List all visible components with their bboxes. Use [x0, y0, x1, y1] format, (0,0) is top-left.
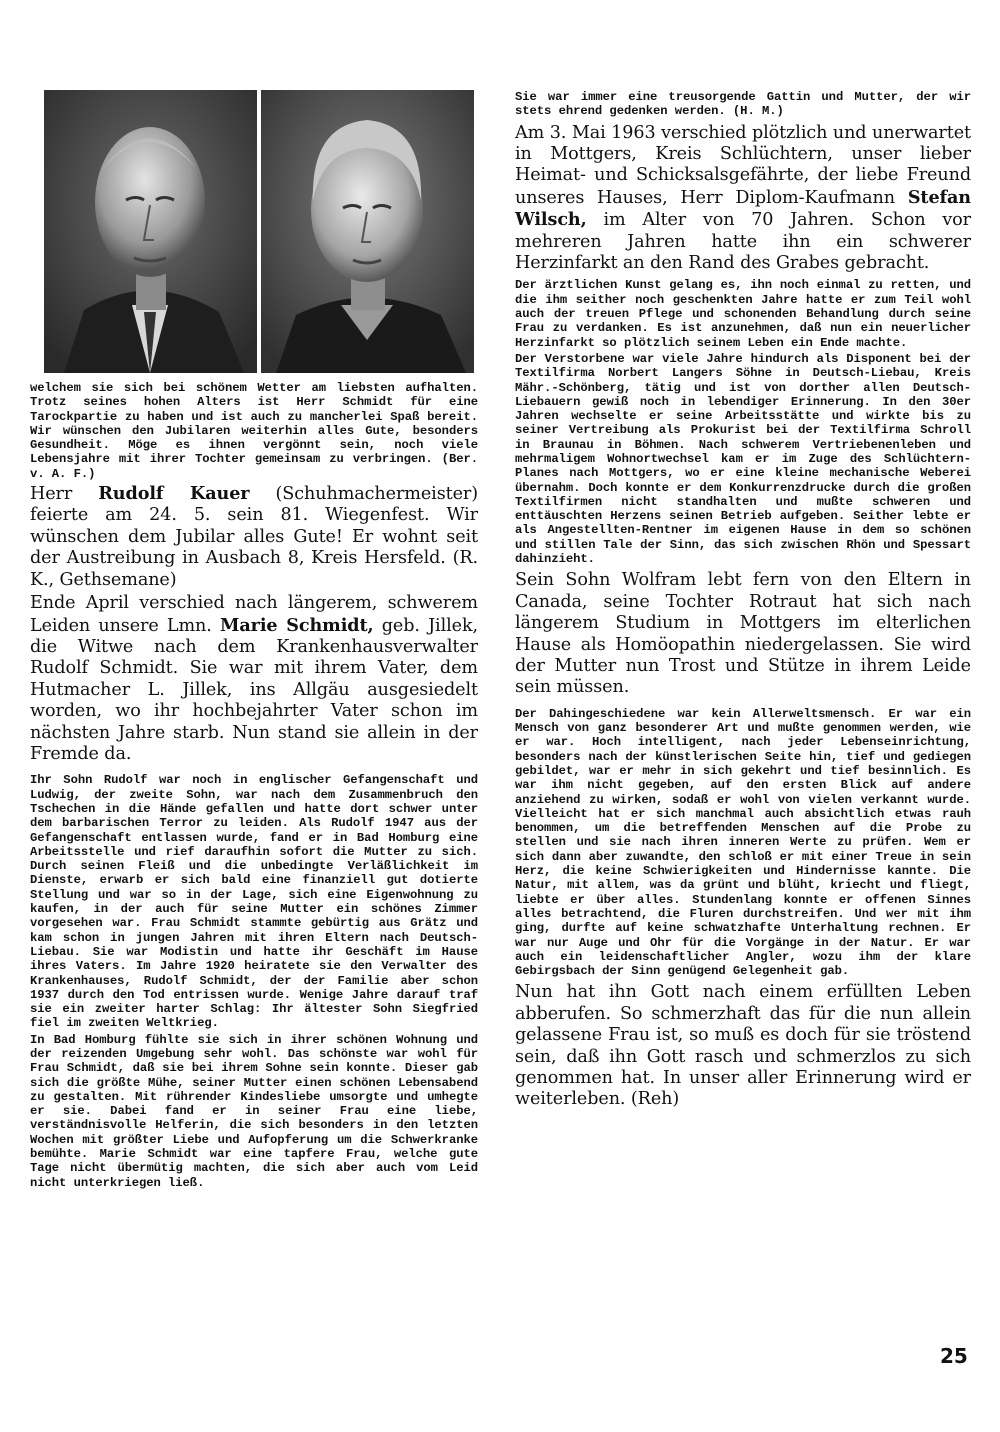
left-paragraph-4: Ihr Sohn Rudolf war noch in englischer Gefangenschaft und Ludwig, der zweite Sohn, war nach dem Zusammenbruch den Tschechen in die Hände gefallen und hatte dort schwer unter dem barbarischen Terror zu leiden. Als Rudolf 1947 aus der Gefangenschaft entlassen wurde, fand er in Bad Homburg eine Arbeitsstelle und rief daraufhin sofort die Mutter zu sich. Durch seinen Fleiß und die unbedingte Verläßlichkeit im Dienste, erwarb er sich bald eine finanziell gut dotierte Stellung und war so in der Lage, sich eine Eigenwohnung zu kaufen, in der auch für seine Mutter ein schönes Zimmer vorgesehen war. Frau Schmidt stammte gebürtig aus Grätz und kam schon in jungen Jahren mit ihren Eltern nach Deutsch-Liebau. Sie war Modistin und hatte ihr Geschäft im Hause ihres Vaters. Im Jahre 1920 heiratete sie den Verwalter des Krankenhauses, Rudolf Schmidt, der der Familie aber schon 1937 durch den Tod entrissen wurde. Wenige Jahre darauf traf sie ein zweiter harter Schlag: Ihr ältester Sohn Siegfried fiel im zweiten Weltkrieg. [30, 773, 478, 1031]
left-p2-pre: Herr [30, 484, 99, 505]
right-p2-pre: Am 3. Mai 1963 verschied plötzlich und unerwartet in Mottgers, Kreis Schlüchtern, unser lieber Heimat- und Schicksalsgefährte, der liebe Freund unseres Hauses, Herr Diplom-Kaufmann [515, 122, 971, 208]
left-paragraph-2 [30, 483, 478, 591]
portrait-woman-photo [261, 90, 474, 373]
person-name-rudolf-kauer: Rudolf Kauer [98, 483, 250, 505]
left-p2-post: (Schuhmachermeister) feierte am 24. 5. sein 81. Wiegenfest. Wir wünschen dem Jubilar alles Gute! Er wohnt seit der Austreibung in Ausbach 8, Kreis Hersfeld. (R. K., Gethsemane) [30, 484, 478, 590]
right-paragraph-2 [515, 123, 971, 275]
photo-pair [44, 90, 474, 373]
right-paragraph-1: Sie war immer eine treusorgende Gattin und Mutter, der wir stets ehrend gedenken werden. (H. M.) [515, 90, 971, 119]
left-p3-post: geb. Jillek, die Witwe nach dem Krankenhausverwalter Rudolf Schmidt. Sie war mit ihrem Vater, dem Hutmacher L. Jillek, ins Allgäu ausgesiedelt worden, wo ihr hochbejahrter Vater schon im nächsten Jahre starb. Nun stand sie allein in der Fremde da. [30, 615, 479, 764]
person-name-marie-schmidt: Marie Schmidt, [220, 614, 374, 636]
page-number: 25 [940, 1344, 968, 1368]
right-column [515, 90, 971, 1111]
right-paragraph-5: Sein Sohn Wolfram lebt fern von den Eltern in Canada, seine Tochter Rotraut hat sich nach längerem Studium in Mottgers im elterlichen Hause als Homöopathin niedergelassen. Sie wird der Mutter nun Trost und Stütze in ihrem Leide sein müssen. [515, 570, 971, 698]
right-paragraph-4: Der Verstorbene war viele Jahre hindurch als Disponent bei der Textilfirma Norbert Langers Söhne in Deutsch-Liebau, Kreis Mähr.-Schönberg, tätig und ist von dorther allen Deutsch-Liebauern gewiß noch in lebendiger Erinnerung. In den 30er Jahren wechselte er seine Arbeitsstätte und wirkte bis zu seiner Vertreibung als Prokurist bei der Textilfirma Schroll in Braunau in Böhmen. Nach schwerem Vertriebenenleben und mehrmaligem Wohnortwechsel kam er im Zuge des Schlüchtern-Planes nach Mottgers, wo er eine kleine mechanische Weberei übernahm. Doch konnte er dem Konkurrenzdrucke durch die großen Textilfirmen nicht standhalten und mußte schweren und enttäuschten Herzens seinen Betrieb aufgeben. Seither lebte er als Angestellten-Rentner im eigenen Hause in dem so schönen und stillen Tale der Sinn, das sich zwischen Rhön und Spessart dahinzieht. [515, 351, 971, 567]
left-paragraph-1: welchem sie sich bei schönem Wetter am liebsten aufhalten. Trotz seines hohen Alters ist Herr Schmidt für eine Tarockpartie zu haben und ist auch zu mancherlei Spaß bereit. Wir wünschen den Jubilaren weiterhin alles Gute, besonders Gesundheit. Möge es ihnen vergönnt sein, noch viele Lebensjahre mit ihrer Tochter gemeinsam zu verbringen. (Ber. v. A. F.) [30, 381, 478, 481]
right-paragraph-7: Nun hat ihn Gott nach einem erfüllten Leben abberufen. So schmerzhaft das für die nun allein gelassene Frau ist, so muß es doch für sie tröstend sein, daß ihn Gott rasch und schmerzlos zu sich genommen hat. In unser aller Erinnerung wird er weiterleben. (Reh) [515, 982, 971, 1110]
person-name-stefan-wilsch: Stefan Wilsch, [515, 186, 971, 231]
right-paragraph-6: Der Dahingeschiedene war kein Allerweltsmensch. Er war ein Mensch von ganz besonderer Art und mußte genommen werden, wie er war. Hoch intelligent, nach jeder Lebenseinrichtung, besonders nach der künstlerischen Seite hin, tief und gediegen gebildet, war er mehr in sich gekehrt und tief besinnlich. Es war ihm nicht gegeben, auf den ersten Blick auf andere anziehend zu wirken, sodaß er wohl von vielen verkannt wurde. Vielleicht hat er sich manchmal auch absichtlich etwas rauh benommen, um die betreffenden Menschen auf die Probe zu stellen und sie nach ihren inneren Werte zu prüfen. Wem er sich dann aber zuwandte, den schloß er mit einer Treue in sein Herz, die keine Schwierigkeiten und Hindernisse kannte. Die Natur, mit allem, was da grünt und blüht, kriecht und fliegt, liebte er über alles. Stundenlang konnte er offenen Sinnes alles betrachtend, die Fluren durchstreifen. Und wer mit ihm ging, durfte auf keine schwatzhafte Unterhaltung rechnen. Er war nur Auge und Ohr für die Vorgänge in der Natur. Er war auch ein leidenschaftlicher Angler, wozu ihm der klare Gebirgsbach der Sinn genügend Gelegenheit gab. [515, 706, 971, 979]
left-paragraph-5: In Bad Homburg fühlte sie sich in ihrer schönen Wohnung und der reizenden Umgebung sehr wohl. Das schönste war wohl für Frau Schmidt, daß sie bei ihrem Sohne sein konnte. Dieser gab sich die größte Mühe, seiner Mutter einen schönen Lebensabend zu gestalten. Mit rührender Kindesliebe umsorgte und umhegte er sie. Dabei fand er in seiner Frau eine liebe, verständnisvolle Helferin, die sich besonders in den letzten Wochen mit größter Liebe und Aufopferung um die Schwerkranke bemühte. Marie Schmidt war eine tapfere Frau, welche gute Tage nicht übermütig machten, die sich aber auch vom Leid nicht unterkriegen ließ. [30, 1032, 478, 1190]
left-column [30, 90, 478, 1190]
right-p2-post: im Alter von 70 Jahren. Schon vor mehreren Jahren hatte ihn ein schwerer Herzinfarkt an den Rand des Grabes gebracht. [515, 210, 971, 274]
left-p3-pre: Ende April verschied nach längerem, schwerem Leiden unsere Lmn. [30, 593, 478, 636]
left-paragraph-3 [30, 593, 478, 765]
right-paragraph-3: Der ärztlichen Kunst gelang es, ihn noch einmal zu retten, und die ihm seither noch geschenkten Jahre hatte er zum Teil wohl auch der treuen Pflege und schonenden Behandlung durch seine Frau zu verdanken. Es ist anzunehmen, daß nun ein neuerlicher Herzinfarkt so plötzlich seinem Leben ein Ende machte. [515, 278, 971, 350]
portrait-man-photo [44, 90, 257, 373]
